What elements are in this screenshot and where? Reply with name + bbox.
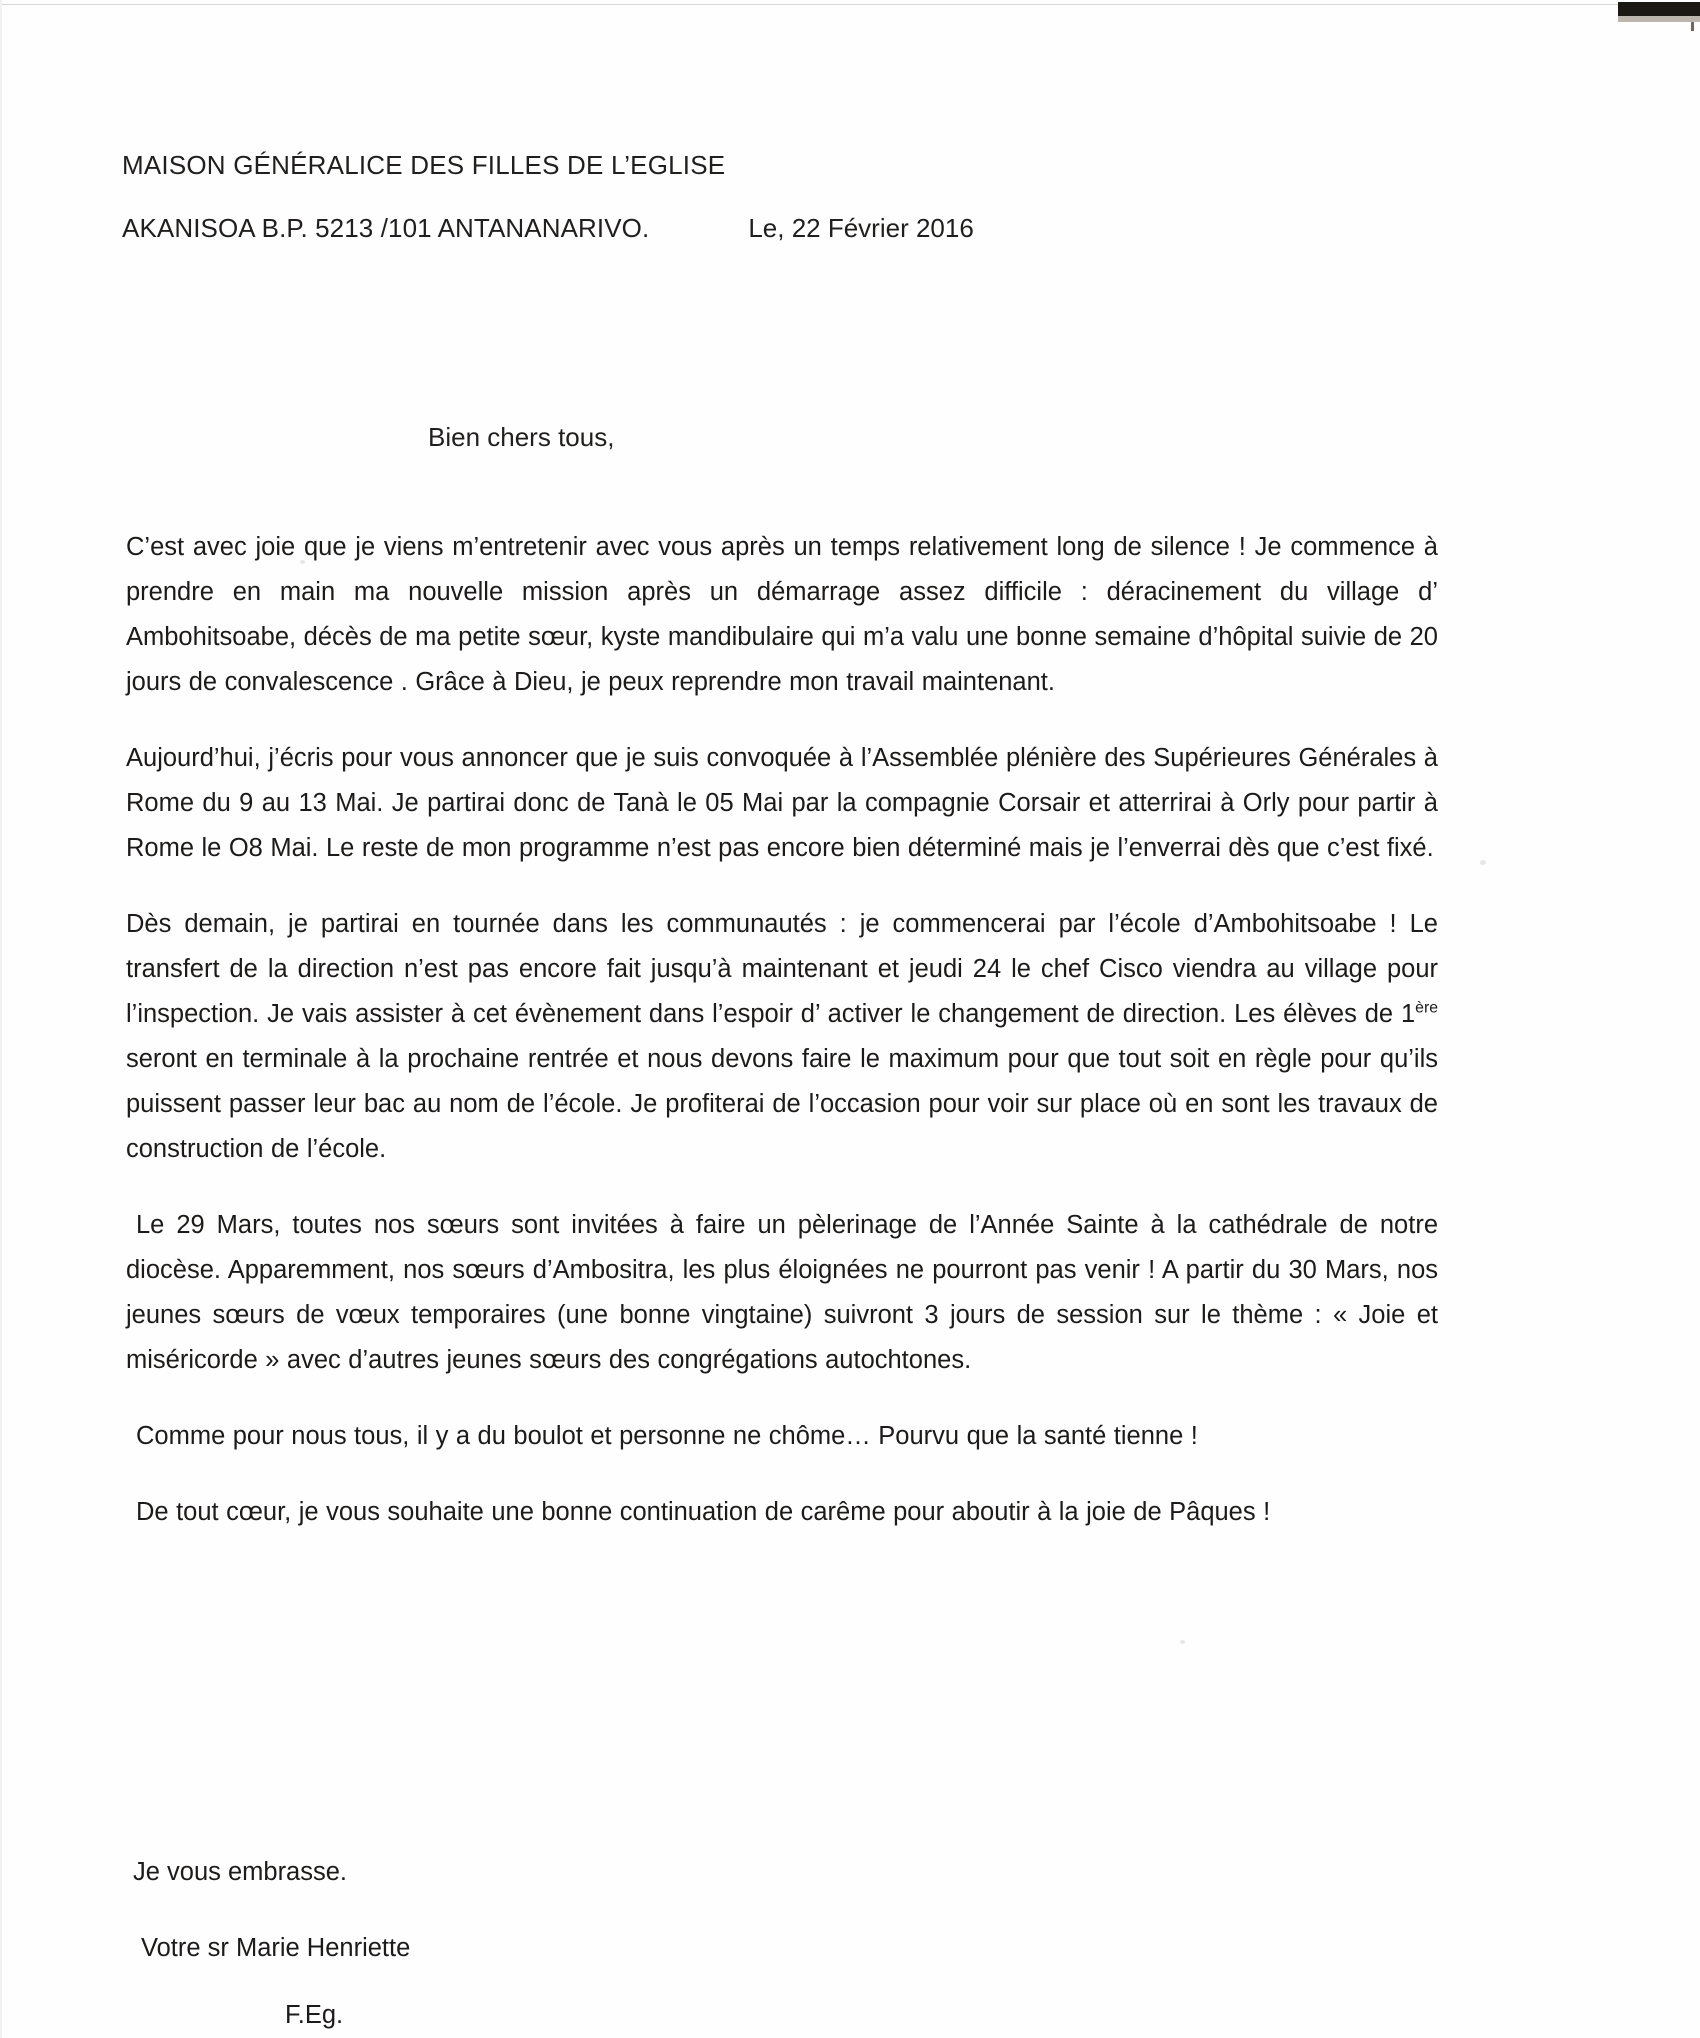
letterhead [122, 150, 1442, 244]
paragraph-4: Le 29 Mars, toutes nos sœurs sont invitées à faire un pèlerinage de l’Année Sainte à la cathédrale de notre diocèse. Apparemment, nos sœurs d’Ambositra, les plus éloignées ne pourront pas venir ! A partir du 30 Mars, nos jeunes sœurs de vœux temporaires (une bonne vingtaine) suivront 3 jours de session sur le thème : « Joie et miséricorde » avec d’autres jeunes sœurs des congrégations autochtones. [126, 1211, 1438, 1374]
ordinal-suffix: ère [1415, 999, 1438, 1017]
postal-address: AKANISOA B.P. 5213 /101 ANTANANARIVO. [122, 213, 650, 243]
paragraph-2: Aujourd’hui, j’écris pour vous annoncer que je suis convoquée à l’Assemblée plénière des Supérieures Générales à Rome du 9 au 13 Mai. Je partirai donc de Tanà le 05 Mai par la compagnie Corsair et atterrirai à Orly pour partir à Rome le O8 Mai. Le reste de mon programme n’est pas encore bien déterminé mais je l’enverrai dès que c’est fixé. [126, 744, 1438, 862]
paragraph-3 [126, 902, 1438, 1172]
paragraph-1: C’est avec joie que je viens m’entretenir avec vous après un temps relativement long de silence ! Je commence à prendre en main ma nouvelle mission après un démarrage assez difficile : déracinement du village d’ Ambohitsoabe, décès de ma petite sœur, kyste mandibulaire qui m’a valu une bonne semaine d’hôpital suivie de 20 jours de convalescence . Grâce à Dieu, je peux reprendre mon travail maintenant. [126, 533, 1438, 696]
farewell-line: Je vous embrasse. [133, 1858, 348, 1886]
signature-name: Votre sr Marie Henriette [141, 1934, 411, 1962]
paragraph-6: De tout cœur, je vous souhaite une bonne continuation de carême pour aboutir à la joie de Pâques ! [136, 1498, 1271, 1526]
paragraph-3-text-before-ordinal: Dès demain, je partirai en tournée dans les communautés : je commencerai par l’école d’Ambohitsoabe ! Le transfert de la direction n’est pas encore fait jusqu’à maintenant et jeudi 24 le chef Cisco viendra au village pour l’inspection. Je vais assister à cet évènement dans l’espoir d’ activer le changement de direction. Les élèves de 1 [126, 910, 1438, 1028]
paragraph-3-text-after-ordinal: seront en terminale à la prochaine rentrée et nous devons faire le maximum pour que tout soit en règle pour qu’ils puissent passer leur bac au nom de l’école. Je profiterai de l’occasion pour voir sur place où en sont les travaux de construction de l’école. [126, 1045, 1438, 1163]
signature-initials: F.Eg. [285, 2001, 344, 2029]
closing-block [133, 1850, 1433, 2030]
letter-paragraphs [126, 525, 1438, 1566]
salutation: Bien chers tous, [428, 422, 615, 452]
letter-date: Le, 22 Février 2016 [748, 213, 974, 243]
organization-name: MAISON GÉNÉRALICE DES FILLES DE L’EGLISE [122, 150, 726, 180]
letterhead-address-row [122, 213, 1442, 244]
paragraph-5: Comme pour nous tous, il y a du boulot et personne ne chôme… Pourvu que la santé tienne ! [136, 1422, 1198, 1450]
